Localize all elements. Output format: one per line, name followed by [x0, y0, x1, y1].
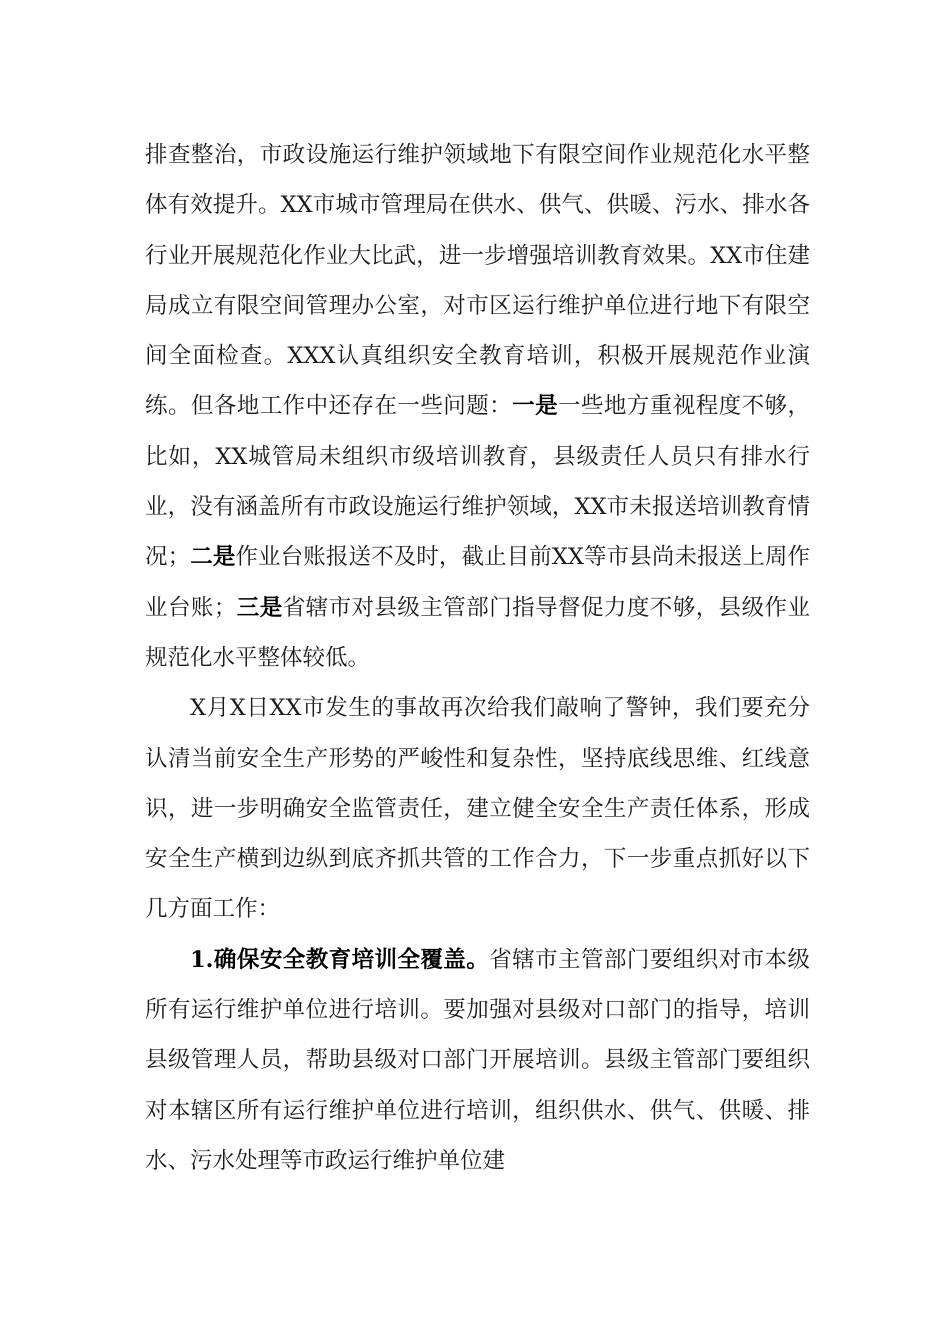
paragraph-warning [145, 683, 810, 934]
point-one-label: 一是 [512, 393, 559, 420]
text-segment: 作业台账报送不及时，截止目前XX等市县尚未报送上周作业台账； [145, 544, 810, 621]
document-body [145, 130, 810, 1186]
text-segment: 省辖市对县级主管部门指导督促力度不够，县级作业规范化水平整体较低。 [145, 594, 810, 671]
task-one-heading: 1.确保安全教育培训全覆盖。 [190, 946, 490, 973]
text-segment: 省辖市主管部门要组织对市本级所有运行维护单位进行培训。要加强对县级对口部门的指导，培训县级管理人员，帮助县级对口部门开展培训。县级主管部门要组织对本辖区所有运行维护单位进行培训，组织供水、供气、供暖、排水、污水处理等市政运行维护单位建 [145, 946, 810, 1174]
point-two-label: 二是 [190, 544, 236, 571]
text-segment: 一些地方重视程度不够，比如，XX城管局未组织市级培训教育，县级责任人员只有排水行业，没有涵盖所有市政设施运行维护领域，XX市未报送培训教育情况； [145, 393, 810, 571]
paragraph-task-one [145, 935, 810, 1186]
point-three-label: 三是 [236, 594, 283, 621]
text-segment: 排查整治，市政设施运行维护领域地下有限空间作业规范化水平整体有效提升。XX市城市管理局在供水、供气、供暖、污水、排水各行业开展规范化作业大比武，进一步增强培训教育效果。XX市住建局成立有限空间管理办公室，对市区运行维护单位进行地下有限空间全面检查。XXX认真组织安全教育培训，积极开展规范作业演练。但各地工作中还存在一些问题： [145, 142, 810, 420]
text-segment: X月X日XX市发生的事故再次给我们敲响了警钟，我们要充分认清当前安全生产形势的严峻性和复杂性，坚持底线思维、红线意识，进一步明确安全监管责任，建立健全安全生产责任体系，形成安全生产横到边纵到底齐抓共管的工作合力，下一步重点抓好以下几方面工作： [145, 695, 810, 923]
paragraph-problems [145, 130, 810, 683]
